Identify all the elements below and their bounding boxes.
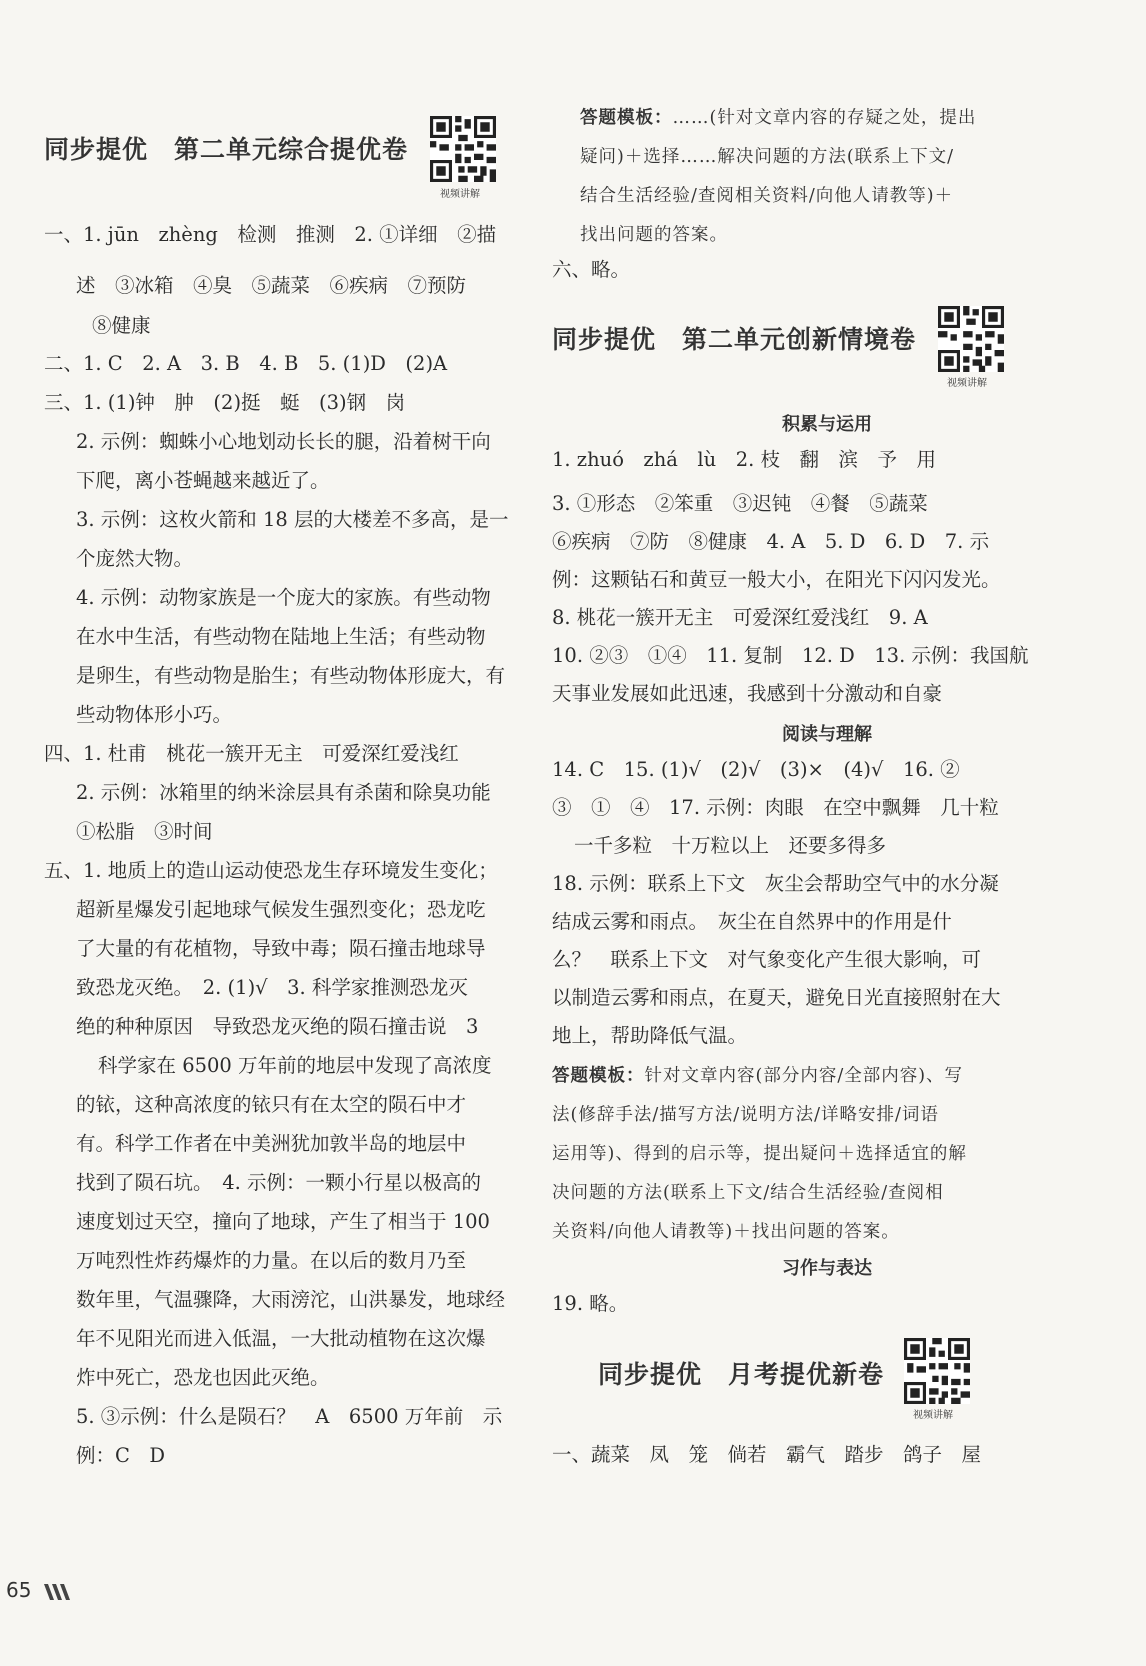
answer-line: 4. 示例：动物家族是一个庞大的家族。有些动物 bbox=[76, 586, 491, 609]
answer-line: 速度划过天空，撞向了地球，产生了相当于 100 bbox=[76, 1210, 490, 1233]
answer-line: 超新星爆发引起地球气候发生强烈变化；恐龙吃 bbox=[76, 898, 486, 921]
answer-line: 有。科学工作者在中美洲犹加敦半岛的地层中 bbox=[76, 1132, 467, 1155]
answer-line: 天事业发展如此迅速，我感到十分激动和自豪 bbox=[552, 682, 943, 705]
answer-line: 么？ 联系上下文 对气象变化产生很大影响，可 bbox=[552, 948, 982, 971]
template-line: 找出问题的答案。 bbox=[580, 225, 728, 245]
template-line: 针对文章内容(部分内容/全部内容)、写 bbox=[644, 1066, 964, 1086]
page-decoration-icon bbox=[42, 1584, 72, 1600]
answer-line: 年不见阳光而进入低温，一大批动植物在这次爆 bbox=[76, 1327, 486, 1350]
section-heading: 积累与运用 bbox=[782, 414, 872, 435]
answer-line: 述 ③冰箱 ④臭 ⑤蔬菜 ⑥疾病 ⑦预防 bbox=[76, 274, 467, 297]
answer-line: 1. zhuó zhá lù 2. 枝 翻 滨 予 用 bbox=[552, 448, 936, 471]
answer-line: 的铱，这种高浓度的铱只有在太空的陨石中才 bbox=[76, 1093, 467, 1116]
answer-template-mid bbox=[552, 1062, 963, 1087]
answer-line: 18. 示例：联系上下文 灰尘会帮助空气中的水分凝 bbox=[552, 872, 999, 895]
qr-caption: 视频讲解 bbox=[440, 189, 480, 200]
answer-line: 8. 桃花一簇开无主 可爱深红爱浅红 9. A bbox=[552, 606, 928, 629]
answer-line: 科学家在 6500 万年前的地层中发现了高浓度 bbox=[98, 1054, 492, 1077]
answer-line: 二、1. C 2. A 3. B 4. B 5. (1)D (2)A bbox=[44, 352, 448, 375]
answer-line: 是卵生，有些动物是胎生；有些动物体形庞大，有 bbox=[76, 664, 506, 687]
section-heading: 习作与表达 bbox=[782, 1258, 872, 1279]
section-heading: 阅读与理解 bbox=[782, 724, 872, 745]
template-line: 结合生活经验/查阅相关资料/向他人请教等)＋ bbox=[580, 186, 954, 206]
answer-line: 个庞然大物。 bbox=[76, 547, 194, 570]
template-line: 法(修辞手法/描写方法/说明方法/详略安排/词语 bbox=[552, 1105, 939, 1125]
qr-code-icon[interactable] bbox=[430, 116, 496, 182]
page-number: 65 bbox=[6, 1578, 32, 1602]
answer-line: 了大量的有花植物，导致中毒；陨石撞击地球导 bbox=[76, 937, 486, 960]
template-line: 运用等)、得到的启示等，提出疑问＋选择适宜的解 bbox=[552, 1144, 967, 1164]
qr-code-icon[interactable] bbox=[904, 1338, 970, 1404]
answer-line: 5. ③示例：什么是陨石？ A 6500 万年前 示 bbox=[76, 1405, 503, 1428]
answer-line: 四、1. 杜甫 桃花一簇开无主 可爱深红爱浅红 bbox=[44, 742, 459, 765]
answer-line: 下爬，离小苍蝇越来越近了。 bbox=[76, 469, 330, 492]
answer-line: 14. C 15. (1)√ (2)√ (3)× (4)√ 16. ② bbox=[552, 758, 960, 781]
left-title: 同步提优 第二单元综合提优卷 bbox=[44, 135, 409, 164]
template-line: 关资料/向他人请教等)＋找出问题的答案。 bbox=[552, 1222, 900, 1242]
answer-line: 致恐龙灭绝。 2. (1)√ 3. 科学家推测恐龙灭 bbox=[76, 976, 468, 999]
answer-line: 万吨烈性炸药爆炸的力量。在以后的数月乃至 bbox=[76, 1249, 467, 1272]
answer-line: 在水中生活，有些动物在陆地上生活；有些动物 bbox=[76, 625, 486, 648]
answer-line: ①松脂 ③时间 bbox=[76, 820, 213, 843]
answer-line: 找到了陨石坑。 4. 示例：一颗小行星以极高的 bbox=[76, 1171, 482, 1194]
answer-line: 3. ①形态 ②笨重 ③迟钝 ④餐 ⑤蔬菜 bbox=[552, 492, 928, 515]
answer-line: 2. 示例：蜘蛛小心地划动长长的腿，沿着树干向 bbox=[76, 430, 491, 453]
answer-line: 些动物体形小巧。 bbox=[76, 703, 233, 726]
answer-line: 例：C D bbox=[76, 1444, 166, 1467]
answer-line: 一、1. jūn zhèng 检测 推测 2. ①详细 ②描 bbox=[44, 223, 497, 246]
template-label: 答题模板： bbox=[552, 1066, 645, 1086]
qr-caption: 视频讲解 bbox=[947, 378, 987, 389]
answer-template-top bbox=[580, 104, 976, 129]
answer-line: ⑧健康 bbox=[92, 314, 151, 337]
right-title-3: 同步提优 月考提优新卷 bbox=[598, 1360, 885, 1389]
right-title-2: 同步提优 第二单元创新情境卷 bbox=[552, 325, 917, 354]
answer-line: 三、1. (1)钟 肿 (2)挺 蜓 (3)钢 岗 bbox=[44, 391, 406, 414]
qr-caption: 视频讲解 bbox=[913, 1410, 953, 1421]
answer-line: 炸中死亡，恐龙也因此灭绝。 bbox=[76, 1366, 330, 1389]
answer-line: ⑥疾病 ⑦防 ⑧健康 4. A 5. D 6. D 7. 示 bbox=[552, 530, 990, 553]
answer-line: 五、1. 地质上的造山运动使恐龙生存环境发生变化； bbox=[44, 859, 498, 882]
answer-line: 绝的种种原因 导致恐龙灭绝的陨石撞击说 3 bbox=[76, 1015, 479, 1038]
answer-line: 3. 示例：这枚火箭和 18 层的大楼差不多高，是一 bbox=[76, 508, 509, 531]
answer-line: 以制造云雾和雨点，在夏天，避免日光直接照射在大 bbox=[552, 986, 1001, 1009]
answer-line: 六、略。 bbox=[552, 258, 631, 281]
answer-line: 19. 略。 bbox=[552, 1292, 629, 1315]
answer-line: 例：这颗钻石和黄豆一般大小，在阳光下闪闪发光。 bbox=[552, 568, 1001, 591]
answer-line: 2. 示例：冰箱里的纳米涂层具有杀菌和除臭功能 bbox=[76, 781, 491, 804]
template-line: ……(针对文章内容的存疑之处，提出 bbox=[672, 108, 977, 128]
answer-line: 10. ②③ ①④ 11. 复制 12. D 13. 示例：我国航 bbox=[552, 644, 1029, 667]
qr-code-icon[interactable] bbox=[938, 306, 1004, 372]
template-line: 决问题的方法(联系上下文/结合生活经验/查阅相 bbox=[552, 1183, 944, 1203]
answer-line: 地上，帮助降低气温。 bbox=[552, 1024, 748, 1047]
template-line: 疑问)＋选择……解决问题的方法(联系上下文/ bbox=[580, 147, 955, 167]
answer-line: ③ ① ④ 17. 示例：肉眼 在空中飘舞 几十粒 bbox=[552, 796, 999, 819]
template-label: 答题模板： bbox=[580, 108, 673, 128]
answer-line: 数年里，气温骤降，大雨滂沱，山洪暴发，地球经 bbox=[76, 1288, 506, 1311]
answer-line: 一千多粒 十万粒以上 还要多得多 bbox=[574, 834, 887, 857]
answer-line: 一、蔬菜 凤 笼 倘若 霸气 踏步 鸽子 屋 bbox=[552, 1443, 982, 1466]
answer-line: 结成云雾和雨点。 灰尘在自然界中的作用是什 bbox=[552, 910, 952, 933]
